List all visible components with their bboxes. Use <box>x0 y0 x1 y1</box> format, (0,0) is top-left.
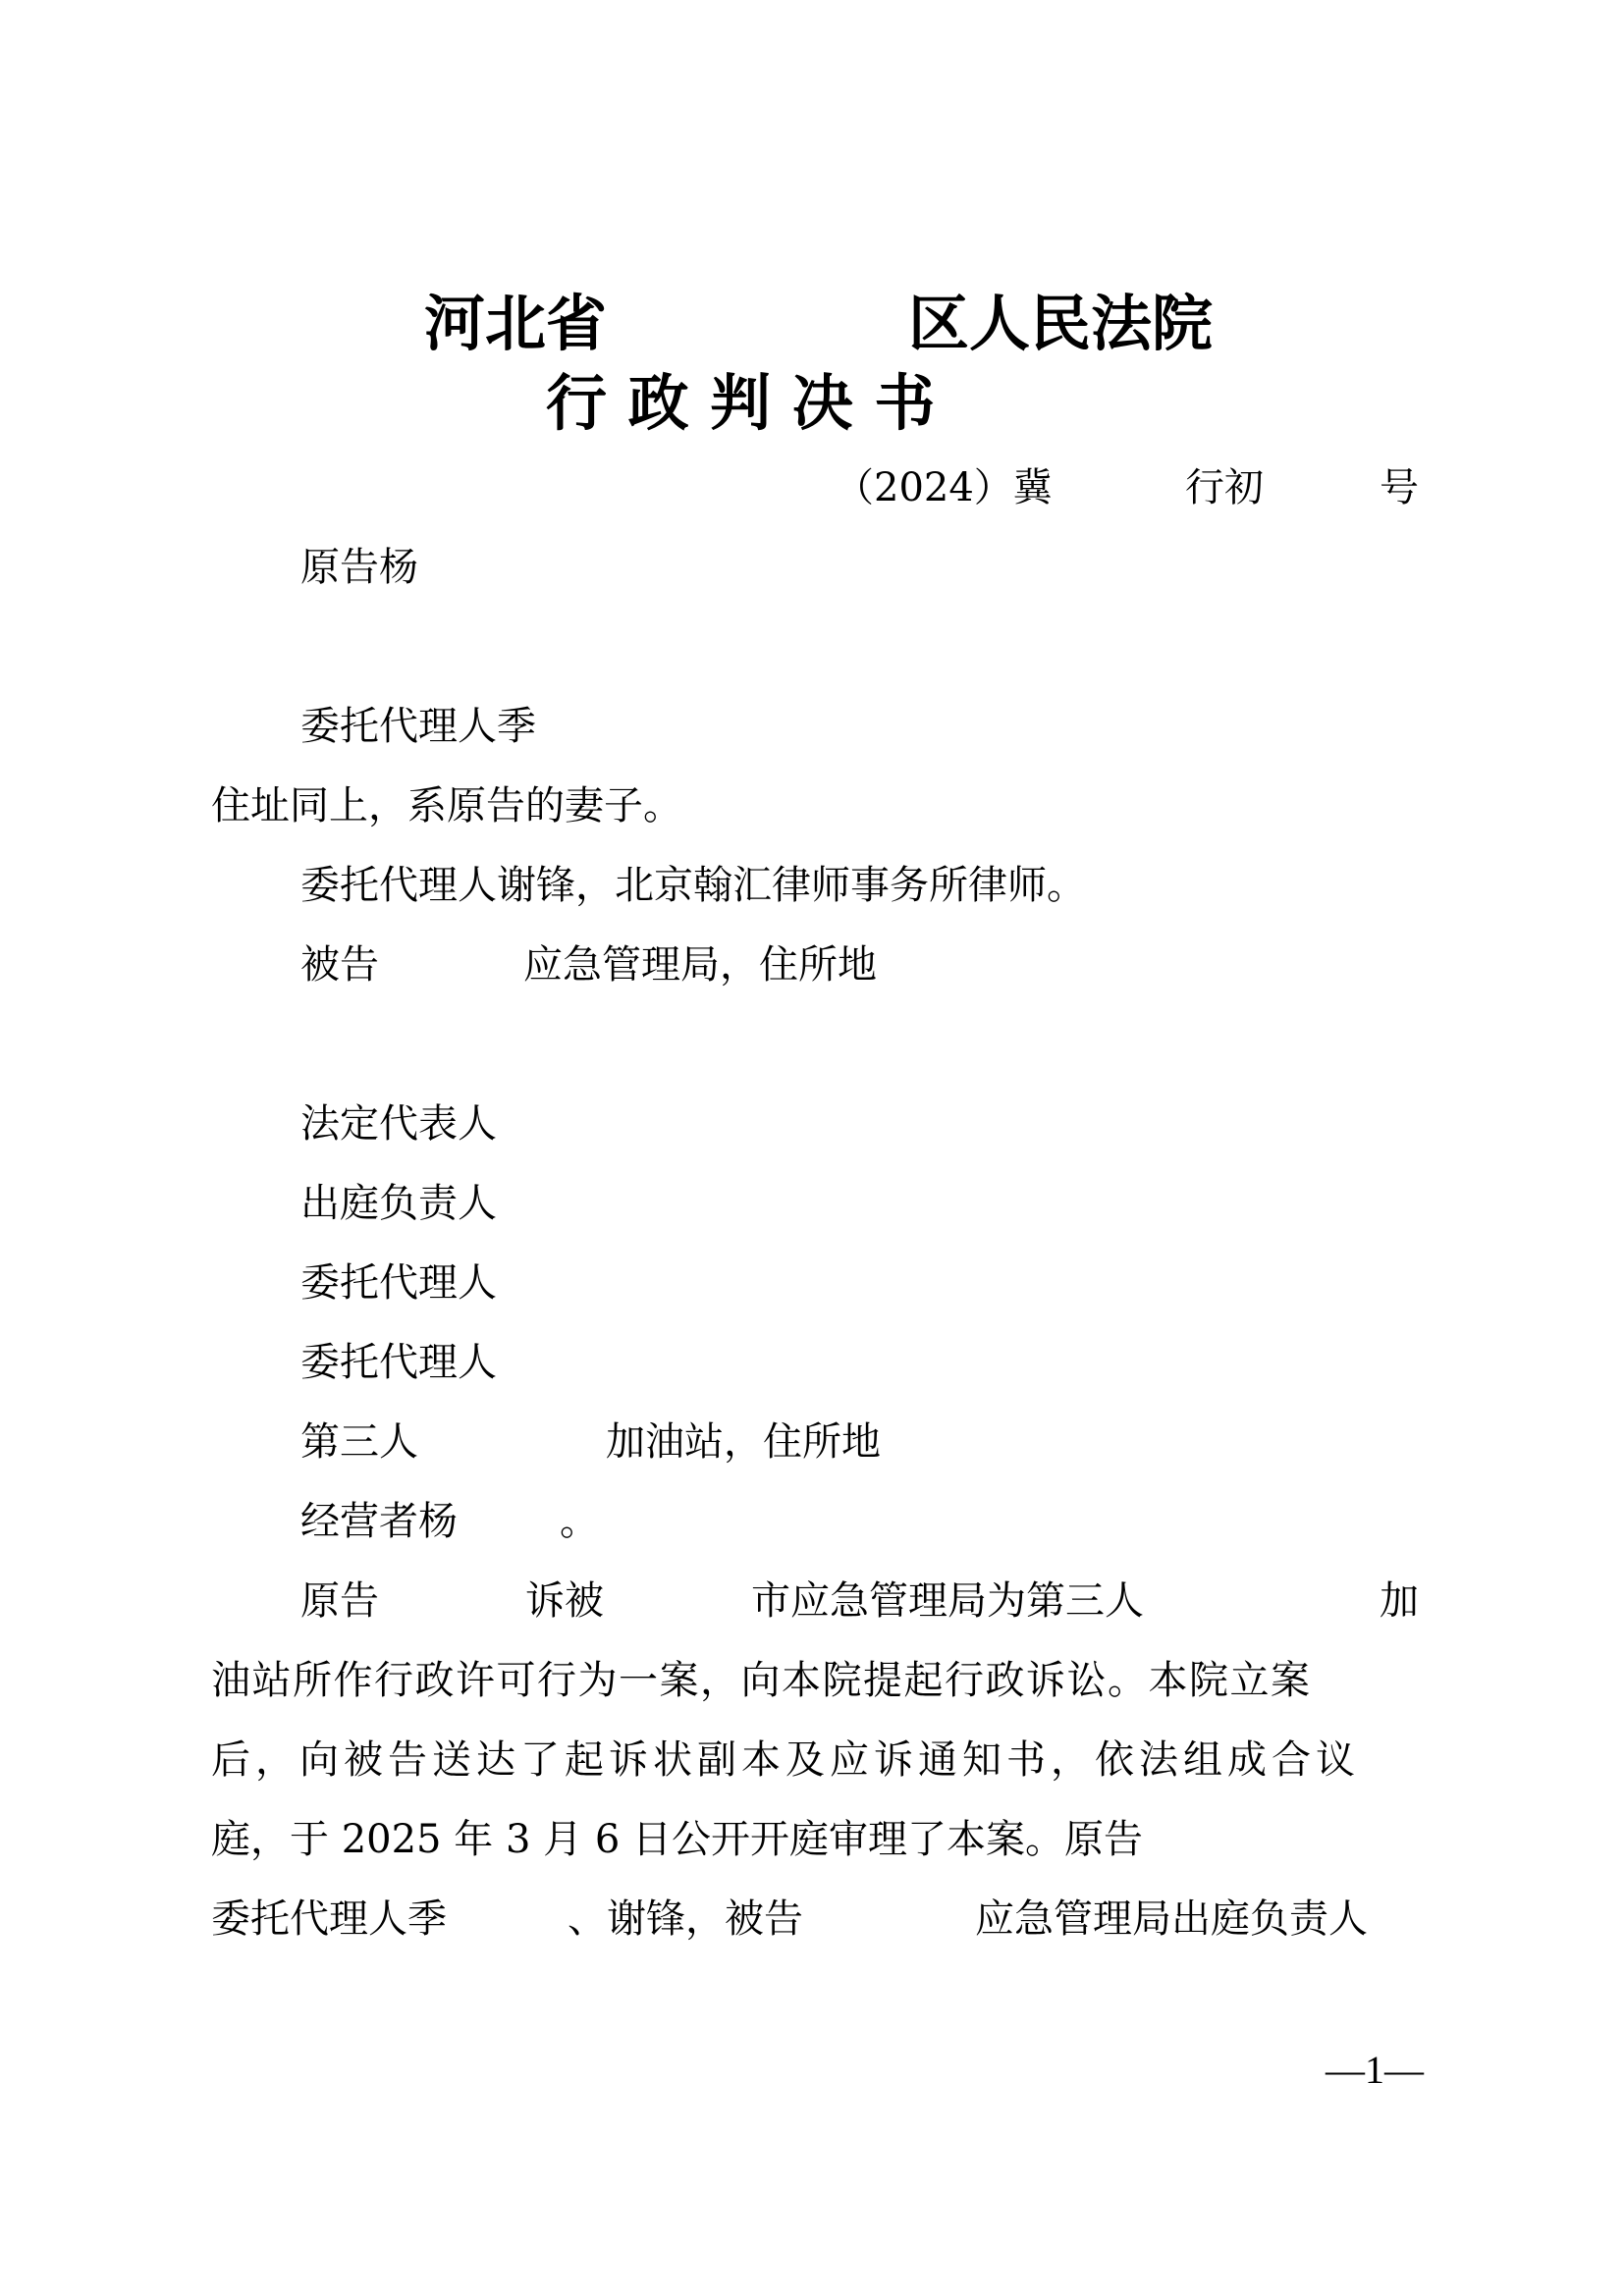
body-line-1-d: 加 <box>1380 1578 1419 1624</box>
case-number-part1: （2024）冀 <box>835 465 1053 510</box>
court-responsible-person: 出庭负责人 <box>300 1181 497 1226</box>
third-party-label: 第三人 <box>300 1419 418 1465</box>
court-name-suffix: 区人民法院 <box>908 288 1214 359</box>
plaintiff-agent-2: 委托代理人谢锋，北京翰汇律师事务所律师。 <box>300 863 1086 908</box>
court-name-prefix: 河北省 <box>424 288 608 359</box>
legal-representative: 法定代表人 <box>300 1101 497 1147</box>
body-line-1-c: 市应急管理局为第三人 <box>751 1578 1144 1624</box>
body-line-5-c: 应急管理局出庭负责人 <box>975 1896 1368 1942</box>
body-line-2: 油站所作行政许可行为一案，向本院提起行政诉讼。本院立案 <box>211 1658 1312 1703</box>
body-line-3: 后，向被告送达了起诉状副本及应诉通知书，依法组成合议 <box>211 1737 1360 1783</box>
body-line-1-a: 原告 <box>300 1578 379 1624</box>
case-number-part2: 行初 <box>1185 465 1264 510</box>
plaintiff-agent-1-address: 住址同上，系原告的妻子。 <box>211 783 682 828</box>
body-line-1-b: 诉被 <box>525 1578 604 1624</box>
defendant-label: 被告 <box>300 942 379 988</box>
case-number-part3: 号 <box>1380 465 1419 510</box>
defendant-name: 应急管理局，住所地 <box>523 942 877 988</box>
operator-line: 经营者杨 <box>300 1499 458 1544</box>
body-line-4: 庭，于 2025 年 3 月 6 日公开开庭审理了本案。原告 <box>211 1817 1143 1862</box>
body-line-5-a: 委托代理人季 <box>211 1896 447 1942</box>
page-number: —1— <box>1326 2048 1424 2092</box>
defendant-agent-2: 委托代理人 <box>300 1340 497 1385</box>
plaintiff-agent-1: 委托代理人季 <box>300 704 536 749</box>
third-party-name: 加油站，住所地 <box>606 1419 881 1465</box>
document-type-title: 行 政 判 决 书 <box>546 367 936 439</box>
body-line-5-b: 、谢锋，被告 <box>568 1896 803 1942</box>
operator-line-end: 。 <box>560 1499 599 1544</box>
plaintiff-line: 原告杨 <box>300 545 418 590</box>
defendant-agent-1: 委托代理人 <box>300 1260 497 1306</box>
